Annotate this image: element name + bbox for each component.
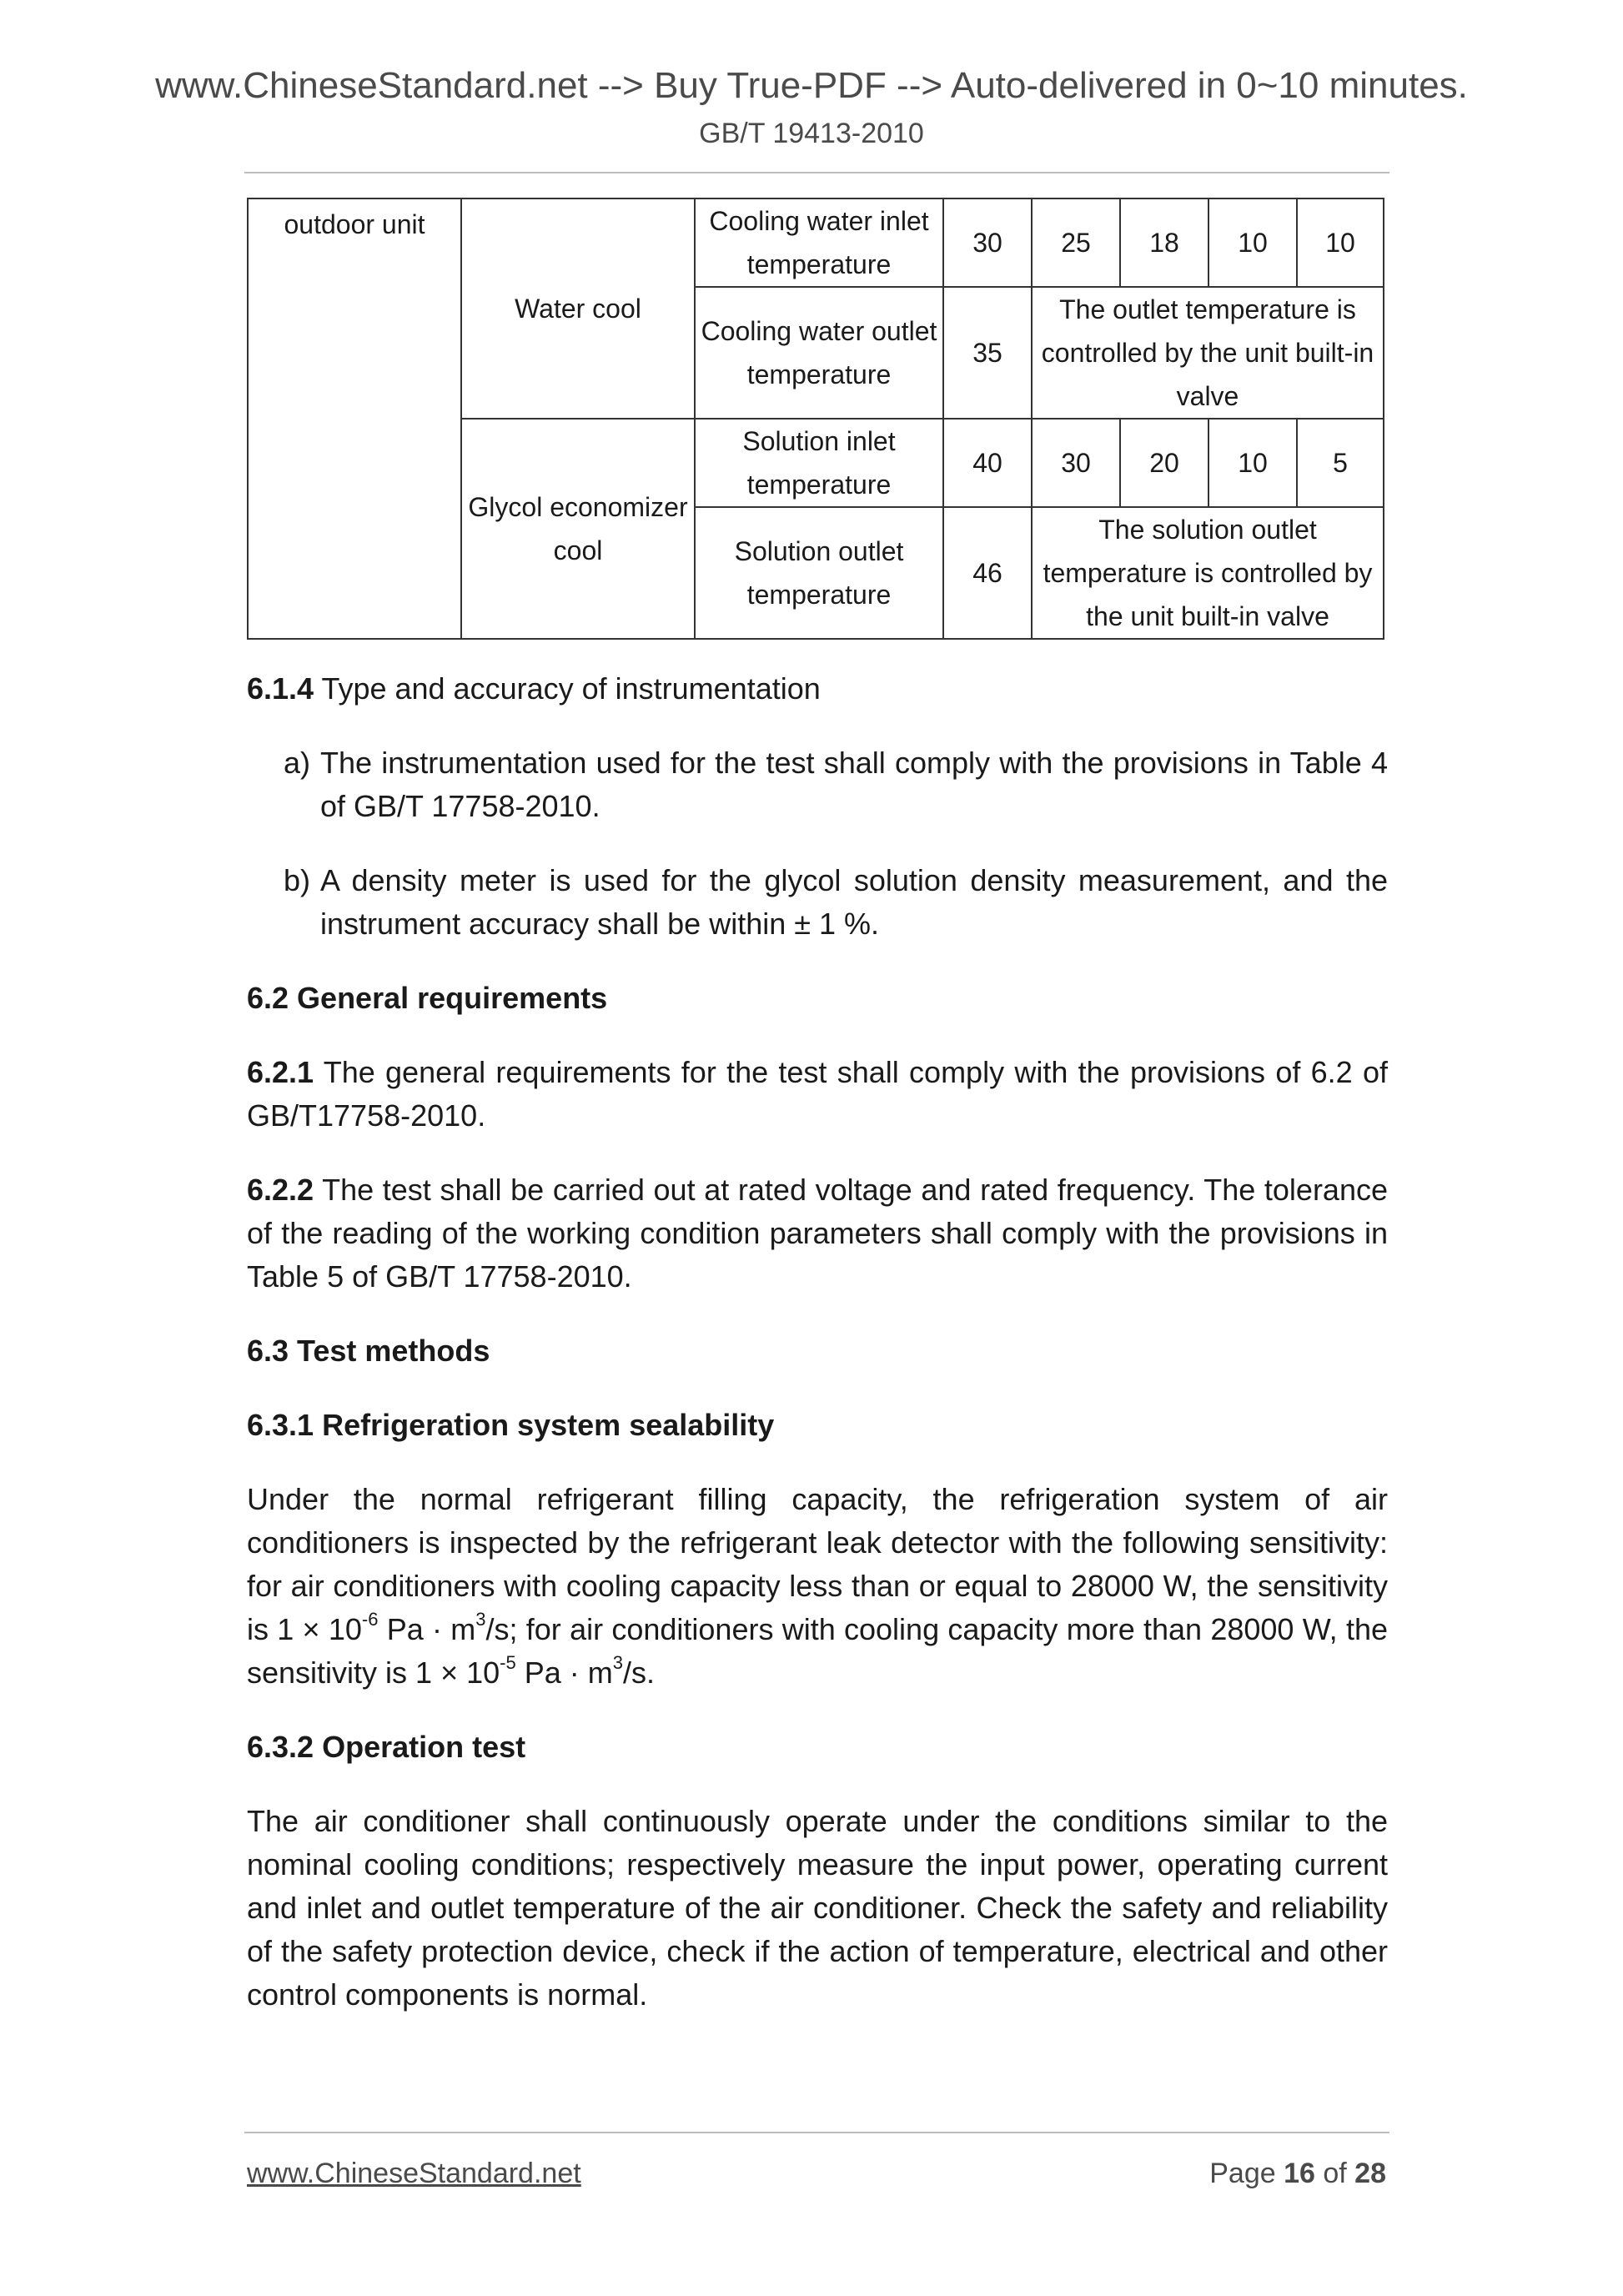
heading-6-3-2: 6.3.2 Operation test	[247, 1730, 526, 1764]
text-run: Pa · m	[378, 1612, 476, 1646]
solution-outlet-label: Solution outlet temperature	[695, 507, 943, 639]
glycol-economizer-label: Glycol economizer cool	[461, 419, 695, 639]
list-marker: b)	[284, 863, 311, 897]
solution-outlet-value: 46	[943, 507, 1032, 639]
footer-divider	[244, 2132, 1389, 2133]
list-text: A density meter is used for the glycol solution density measurement, and the instrument accuracy shall be within ± 1 %.	[320, 863, 1388, 941]
spec-table-container	[247, 198, 1384, 640]
sealability-paragraph	[247, 1478, 1388, 1695]
section-6-2-1	[247, 1051, 1388, 1138]
unit-cell: outdoor unit	[248, 198, 461, 639]
page-of: of	[1314, 2158, 1355, 2189]
page-indicator	[1209, 2155, 1386, 2192]
heading-6-3: 6.3 Test methods	[247, 1334, 490, 1368]
solution-inlet-label: Solution inlet temperature	[695, 419, 943, 507]
current-page: 16	[1284, 2158, 1315, 2189]
heading-6-2: 6.2 General requirements	[247, 981, 608, 1015]
list-item-a	[247, 741, 1388, 828]
section-6-1-4	[247, 667, 1388, 711]
operation-test-paragraph: The air conditioner shall continuously operate under the conditions similar to the nominal cooling conditions; respectively measure the input power, operating current and inlet and outlet temperature of the air conditioner. Check the safety and reliability of the safety protection device, check if the action of temperature, electrical and other control components is normal.	[247, 1804, 1388, 2012]
section-6-2-2	[247, 1168, 1388, 1299]
header-divider	[244, 172, 1389, 173]
section-text: The test shall be carried out at rated voltage and rated frequency. The tolerance of the reading of the working condition parameters shall comply with the provisions in Table 5 of GB/T 17758-2010.	[247, 1173, 1388, 1294]
test-conditions-table	[247, 198, 1384, 640]
body-content	[247, 667, 1388, 2047]
section-text: The general requirements for the test shall comply with the provisions of 6.2 of GB/T17758-2010.	[247, 1055, 1388, 1133]
cooling-water-outlet-label: Cooling water outlet temperature	[695, 287, 943, 419]
solution-inlet-value: 10	[1208, 419, 1297, 507]
water-outlet-value: 35	[943, 287, 1032, 419]
water-cool-label: Water cool	[461, 198, 695, 419]
text-run: /s.	[622, 1655, 655, 1690]
cooling-water-inlet-label: Cooling water inlet temperature	[695, 198, 943, 287]
solution-inlet-value: 40	[943, 419, 1032, 507]
water-inlet-value: 30	[943, 198, 1032, 287]
solution-inlet-value: 5	[1297, 419, 1384, 507]
footer-site-link[interactable]: www.ChineseStandard.net	[247, 2158, 581, 2189]
water-inlet-value: 10	[1297, 198, 1384, 287]
solution-outlet-note: The solution outlet temperature is controlled by the unit built-in valve	[1032, 507, 1384, 639]
exponent: -5	[500, 1652, 516, 1673]
section-number: 6.2.1	[247, 1055, 314, 1089]
solution-inlet-value: 20	[1120, 419, 1208, 507]
water-inlet-value: 25	[1032, 198, 1120, 287]
exponent: 3	[612, 1652, 623, 1673]
exponent: 3	[475, 1609, 486, 1630]
heading-6-3-1: 6.3.1 Refrigeration system sealability	[247, 1408, 775, 1442]
standard-number: GB/T 19413-2010	[699, 118, 924, 149]
text-run: Under the normal refrigerant filling capacity, the refrigeration system of air conditioners is inspected by the refrigerant leak detector with the following sensitivity: for air conditioners with cooling capacity less than or equal to 28000 W, the sensitivity is 1 × 10	[247, 1482, 1388, 1646]
header-banner: www.ChineseStandard.net --> Buy True-PDF --> Auto-delivered in 0~10 minutes.	[155, 65, 1468, 106]
list-item-b	[247, 859, 1388, 946]
list-text: The instrumentation used for the test shall comply with the provisions in Table 4 of GB/T 17758-2010.	[320, 746, 1388, 823]
section-number: 6.1.4	[247, 671, 314, 706]
total-pages: 28	[1354, 2158, 1386, 2189]
text-run: Pa · m	[515, 1655, 613, 1690]
solution-inlet-value: 30	[1032, 419, 1120, 507]
water-inlet-value: 10	[1208, 198, 1297, 287]
text-run: /s; for air conditioners with cooling capacity more than 28000 W, the sensitivity is 1 × 10	[247, 1612, 1388, 1690]
section-number: 6.2.2	[247, 1173, 314, 1207]
section-title: Type and accuracy of instrumentation	[321, 671, 821, 706]
water-outlet-note: The outlet temperature is controlled by the unit built-in valve	[1032, 287, 1384, 419]
water-inlet-value: 18	[1120, 198, 1208, 287]
list-marker: a)	[284, 746, 311, 780]
exponent: -6	[361, 1609, 379, 1630]
page-prefix: Page	[1209, 2158, 1284, 2189]
